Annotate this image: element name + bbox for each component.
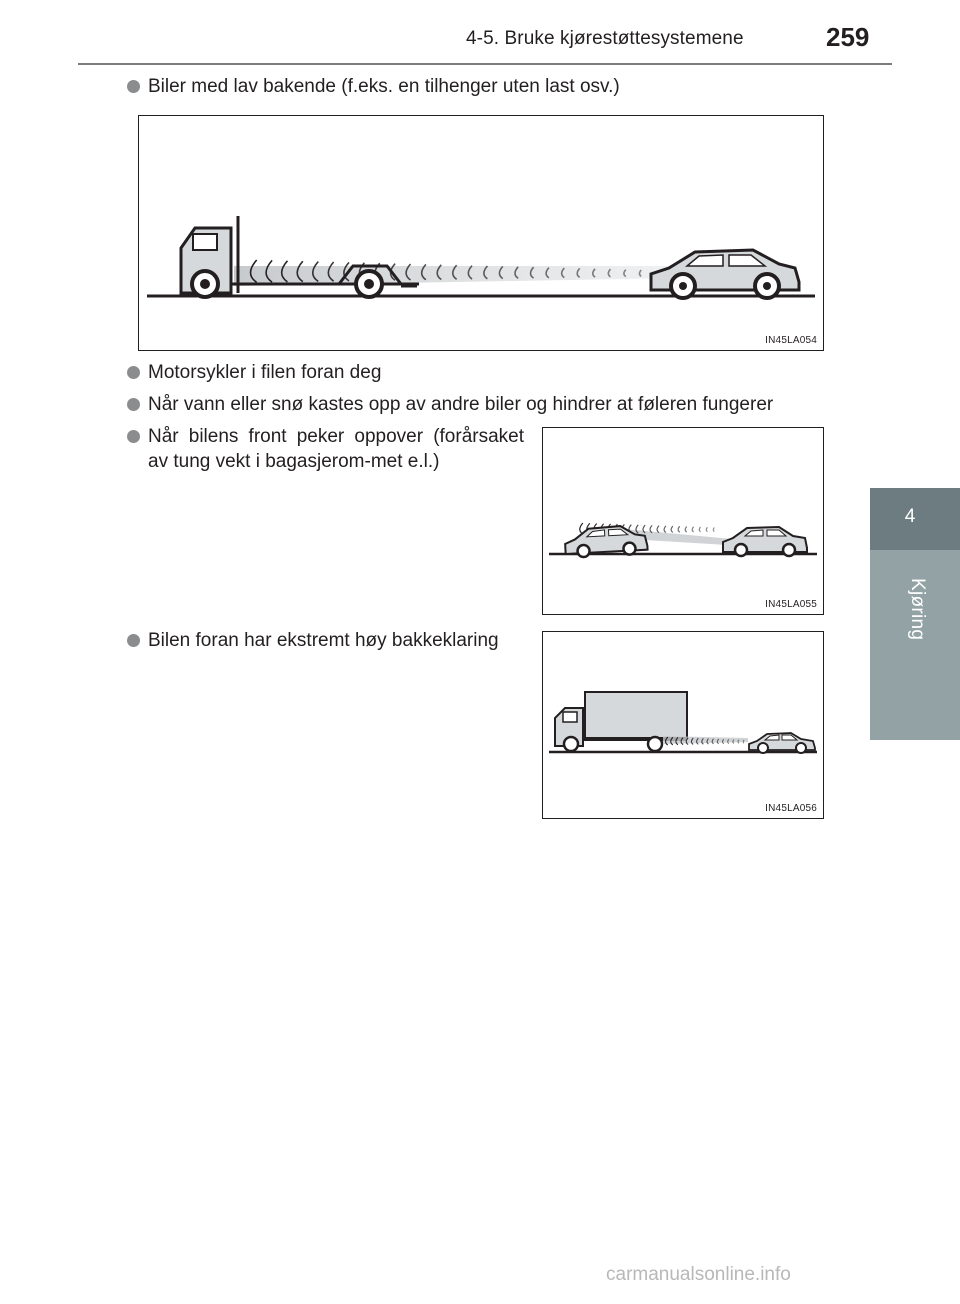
tow-truck-icon — [181, 216, 419, 297]
bullet-dot-icon — [127, 398, 140, 411]
bullet-item — [127, 74, 867, 99]
bullet-item — [127, 628, 532, 653]
bullet-item — [127, 360, 867, 385]
bullet-text: Når bilens front peker oppover (forårsaket av tung vekt i bagasjerom-met e.l.) — [148, 426, 524, 472]
bullet-dot-icon — [127, 430, 140, 443]
bullet-item — [127, 424, 524, 474]
section-title: 4-5. Bruke kjørestøttesystemene — [466, 28, 744, 49]
bullet-dot-icon — [127, 366, 140, 379]
page-number: 259 — [826, 22, 870, 52]
figure-high-clearance — [542, 631, 824, 819]
sedan-icon — [723, 527, 807, 556]
bullet-text: Når vann eller snø kastes opp av andre biler og hindrer at føleren fungerer — [148, 394, 774, 415]
bullet-text: Motorsykler i filen foran deg — [148, 362, 382, 383]
radar-wave-icon — [234, 260, 679, 286]
bullet-text: Biler med lav bakende (f.eks. en tilhenger uten last osv.) — [148, 76, 620, 97]
bullet-dot-icon — [127, 634, 140, 647]
figure-code: IN45LA054 — [765, 335, 817, 346]
bullet-item — [127, 392, 867, 417]
chapter-label: Kjøring — [907, 578, 928, 641]
sedan-icon — [651, 250, 799, 298]
bullet-dot-icon — [127, 80, 140, 93]
bullet-text: Bilen foran har ekstremt høy bakkeklaring — [148, 630, 499, 651]
header-rule — [78, 63, 892, 65]
sedan-icon — [749, 733, 815, 753]
figure-low-trailer — [138, 115, 824, 351]
figure-code: IN45LA056 — [765, 803, 817, 814]
chapter-number: 4 — [904, 506, 916, 527]
radar-wave-icon — [663, 736, 748, 745]
figure-code: IN45LA055 — [765, 599, 817, 610]
figure-nose-up — [542, 427, 824, 615]
watermark: carmanualsonline.info — [606, 1264, 791, 1285]
